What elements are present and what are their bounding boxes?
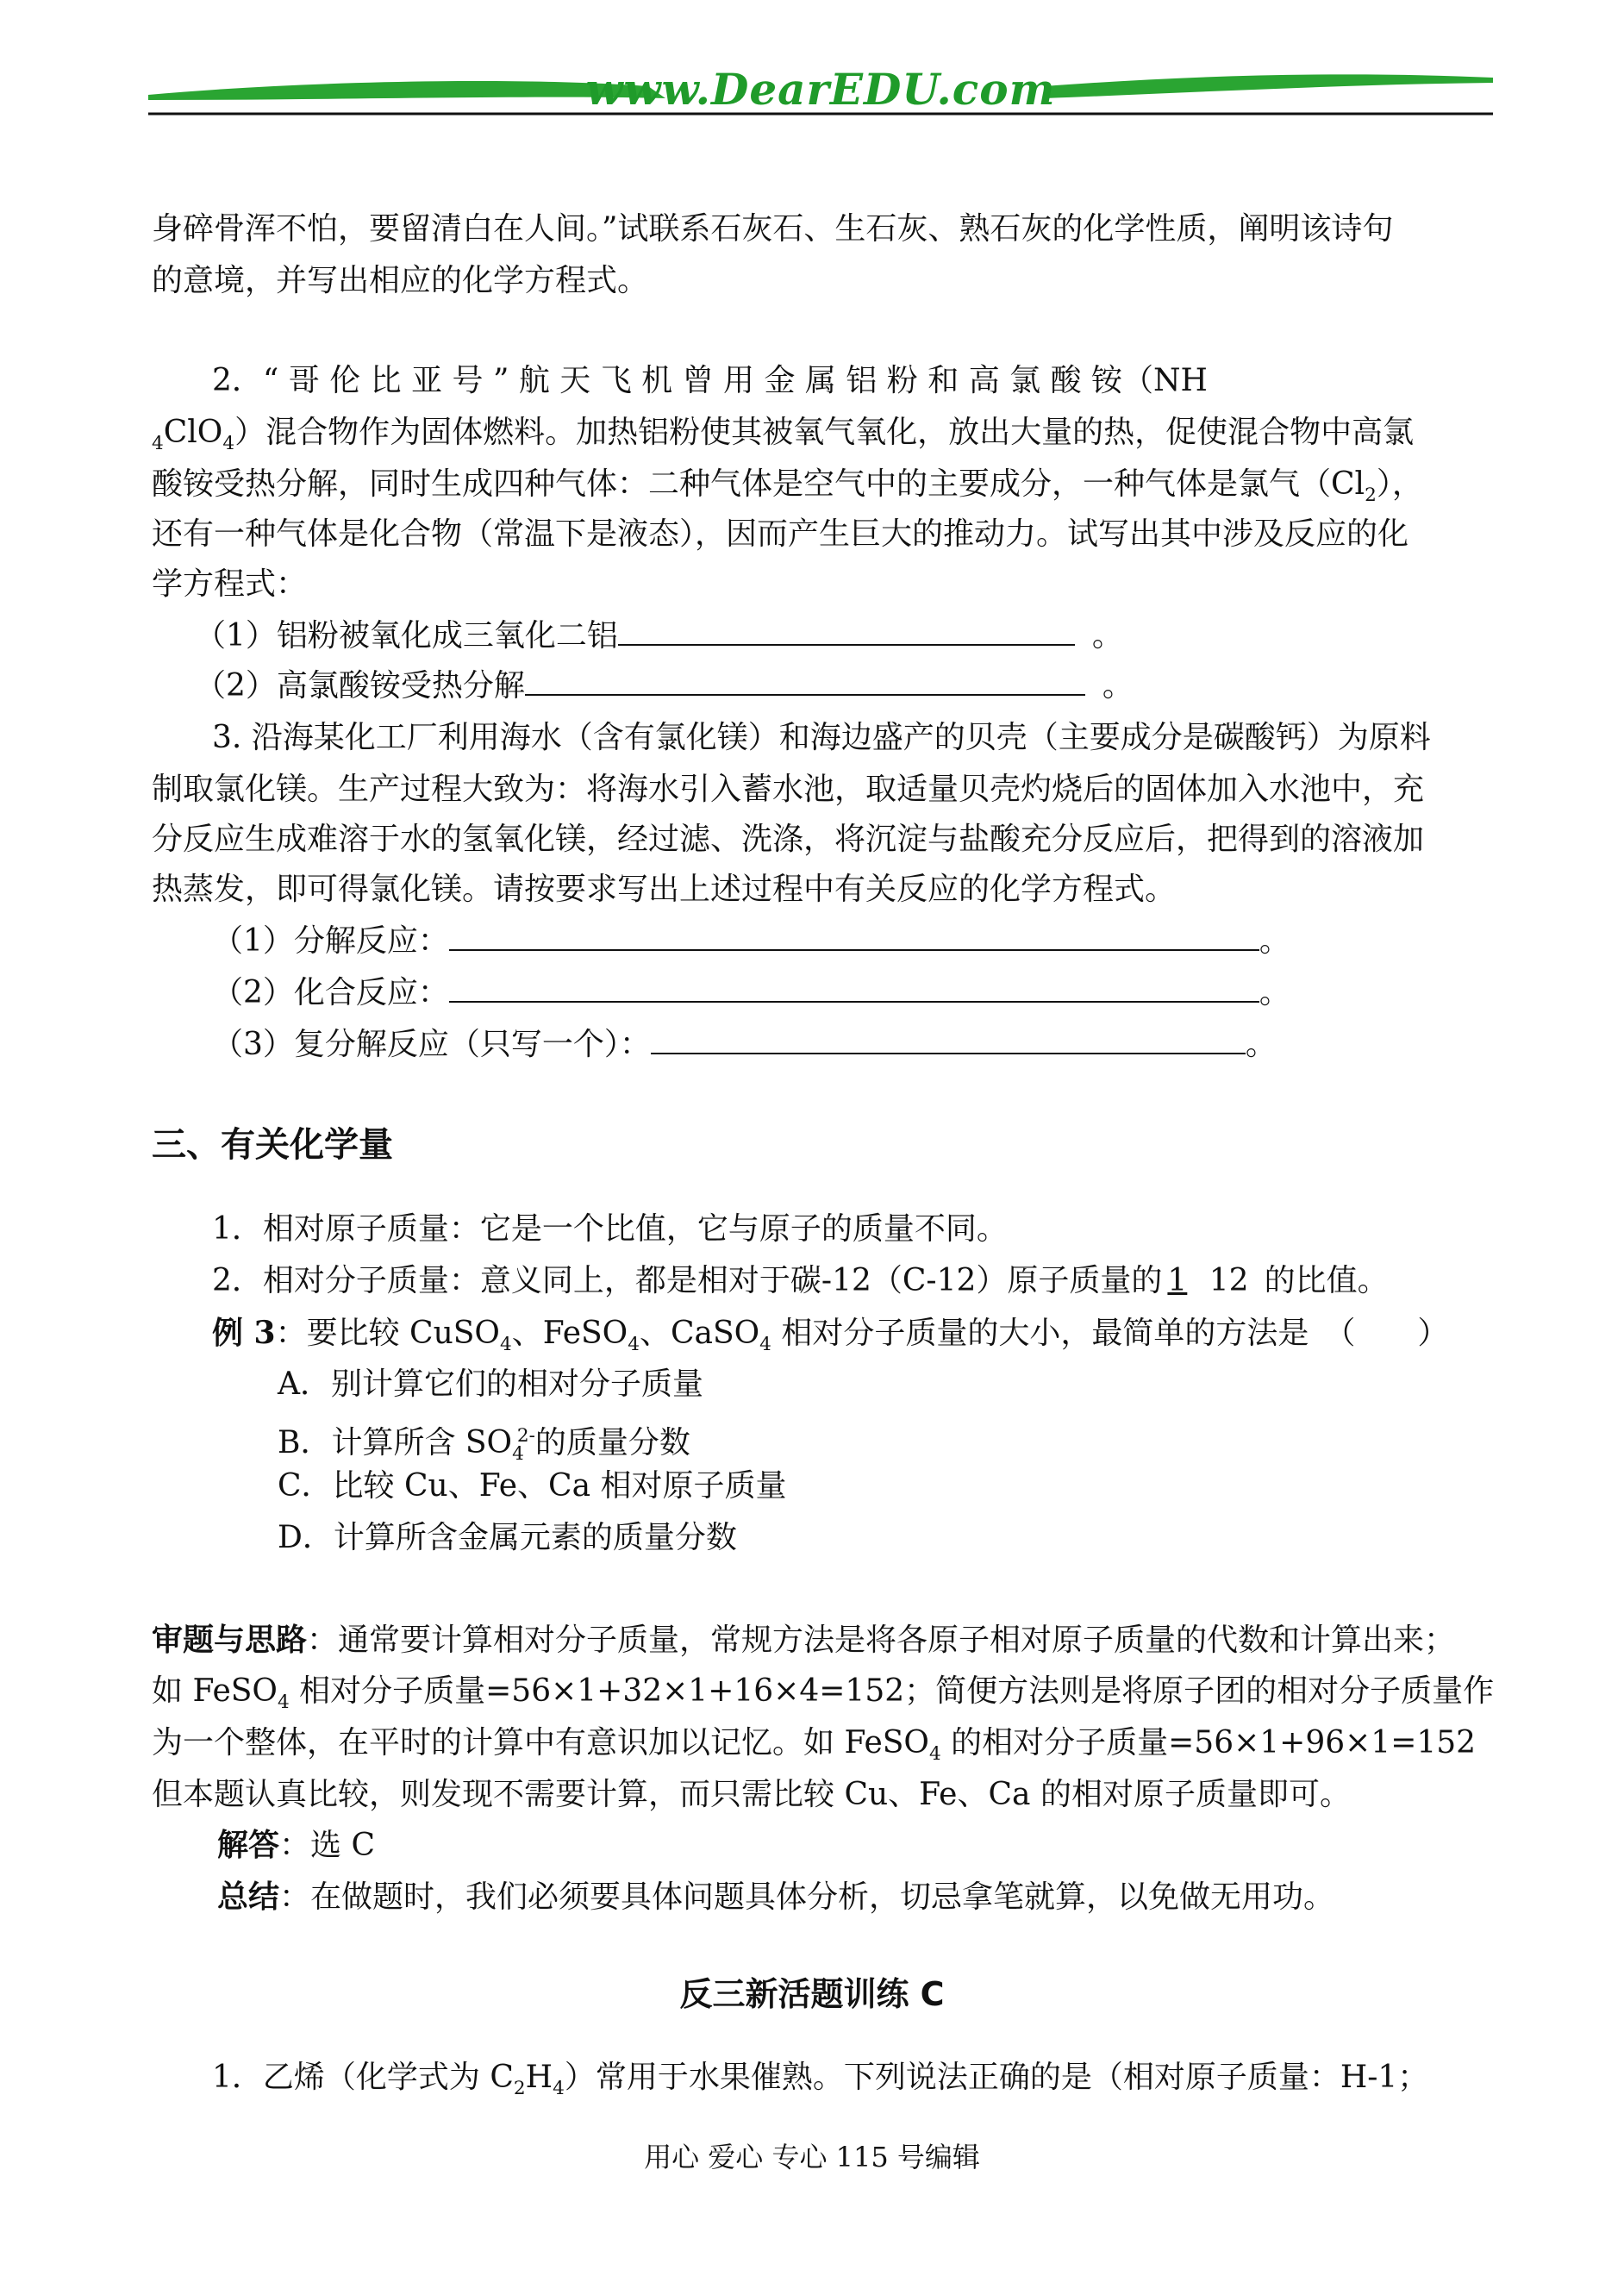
answer-blank[interactable]: [449, 975, 1259, 1003]
section3-point-2: 2．相对分子质量：意义同上，都是相对于碳-12（C-12）原子质量的 1 12 的比值。: [212, 1263, 1389, 1298]
analysis-line-2: 如 FeSO$_4$ 相对分子质量=56×1+32×1+16×4=152；简便方法则是将原子团的相对分子质量作: [152, 1673, 1495, 1714]
answer-blank[interactable]: [449, 923, 1259, 951]
q2-item-2: （2）高氯酸铵受热分解 。: [195, 668, 1134, 704]
summary-line: 总结：在做题时，我们必须要具体问题具体分析，切忌拿笔就算，以免做无用功。: [217, 1879, 1335, 1915]
analysis-line-4: 但本题认真比较，则发现不需要计算，而只需比较 Cu、Fe、Ca 的相对原子质量即可。: [152, 1777, 1351, 1812]
q3-line-1: 3. 沿海某化工厂利用海水（含有氯化镁）和海边盛产的贝壳（主要成分是碳酸钙）为原料: [212, 720, 1431, 755]
q2-line-3: 酸铵受热分解，同时生成四种气体：二种气体是空气中的主要成分，一种气体是氯气$(Cl_2)$，: [152, 466, 1423, 507]
q3-line-4: 热蒸发，即可得氯化镁。请按要求写出上述过程中有关反应的化学方程式。: [152, 872, 1177, 907]
answer-line: 解答：选 C: [217, 1827, 376, 1863]
page-footer: 用心 爱心 专心 115 号编辑: [644, 2141, 980, 2173]
q3-item-3: （3）复分解反应（只写一个）： 。: [212, 1027, 1277, 1062]
section3-point-1: 1．相对原子质量：它是一个比值，它与原子的质量不同。: [212, 1211, 1008, 1247]
answer-blank[interactable]: [525, 668, 1085, 696]
q3-line-2: 制取氯化镁。生产过程大致为：将海水引入蓄水池，取适量贝壳灼烧后的固体加入水池中，充: [152, 772, 1425, 807]
intro-line-2: 的意境，并写出相应的化学方程式。: [152, 263, 649, 298]
analysis-line-3: 为一个整体，在平时的计算中有意识加以记忆。如 FeSO$_4$ 的相对分子质量=56×1+96×1=152: [152, 1725, 1477, 1766]
answer-blank[interactable]: [618, 618, 1075, 646]
q2-item-1: （1）铝粉被氧化成三氧化二铝 。: [195, 618, 1123, 653]
q3-item-1: （1）分解反应： 。: [212, 923, 1290, 959]
q3-item-2: （2）化合反应： 。: [212, 975, 1290, 1010]
option-a[interactable]: A．别计算它们的相对分子质量: [278, 1366, 703, 1402]
section-heading-chemical-quantities: 三、有关化学量: [152, 1125, 393, 1165]
training-question-1: 1．乙烯（化学式为 $C_2H_4$）常用于水果催熟。下列说法正确的是（相对原子质量：H-1；: [212, 2060, 1429, 2100]
q2-line-4: 还有一种气体是化合物（常温下是液态），因而产生巨大的推动力。试写出其中涉及反应的化: [152, 516, 1409, 552]
site-logo-text: www.DearEDU.com: [585, 64, 1056, 115]
analysis-line-1: 审题与思路：通常要计算相对分子质量，常规方法是将各原子相对原子质量的代数和计算出来；: [152, 1622, 1456, 1658]
q2-line-5: 学方程式：: [152, 566, 308, 602]
option-d[interactable]: D．计算所含金属元素的质量分数: [278, 1520, 737, 1555]
option-b[interactable]: B．计算所含 $SO_4^{2-}$的质量分数: [278, 1425, 690, 1466]
q2-line-1: 2．“ 哥 伦 比 亚 号 ” 航 天 飞 机 曾 用 金 属 铝 粉 和 高 氯 酸 铵（NH: [212, 363, 1208, 398]
q3-line-3: 分反应生成难溶于水的氢氧化镁，经过滤、洗涤，将沉淀与盐酸充分反应后，把得到的溶液加: [152, 822, 1425, 857]
example-3-question: 例 3：要比较 CuSO$_4$、FeSO$_4$、CaSO$_4$ 相对分子质量的大小，最简单的方法是 （ ）: [212, 1315, 1449, 1356]
option-c[interactable]: C．比较 Cu、Fe、Ca 相对原子质量: [278, 1468, 787, 1504]
q2-line-2: $_4$ClO$_4$）混合物作为固体燃料。加热铝粉使其被氧气氧化，放出大量的热，促使混合物中高氯: [152, 415, 1415, 455]
training-heading: 反三新活题训练 C: [679, 1975, 945, 2013]
intro-line-1: 身碎骨浑不怕，要留清白在人间。”试联系石灰石、生石灰、熟石灰的化学性质，阐明该诗句: [152, 211, 1394, 247]
answer-blank[interactable]: [651, 1027, 1246, 1054]
header-banner: [148, 60, 1493, 129]
